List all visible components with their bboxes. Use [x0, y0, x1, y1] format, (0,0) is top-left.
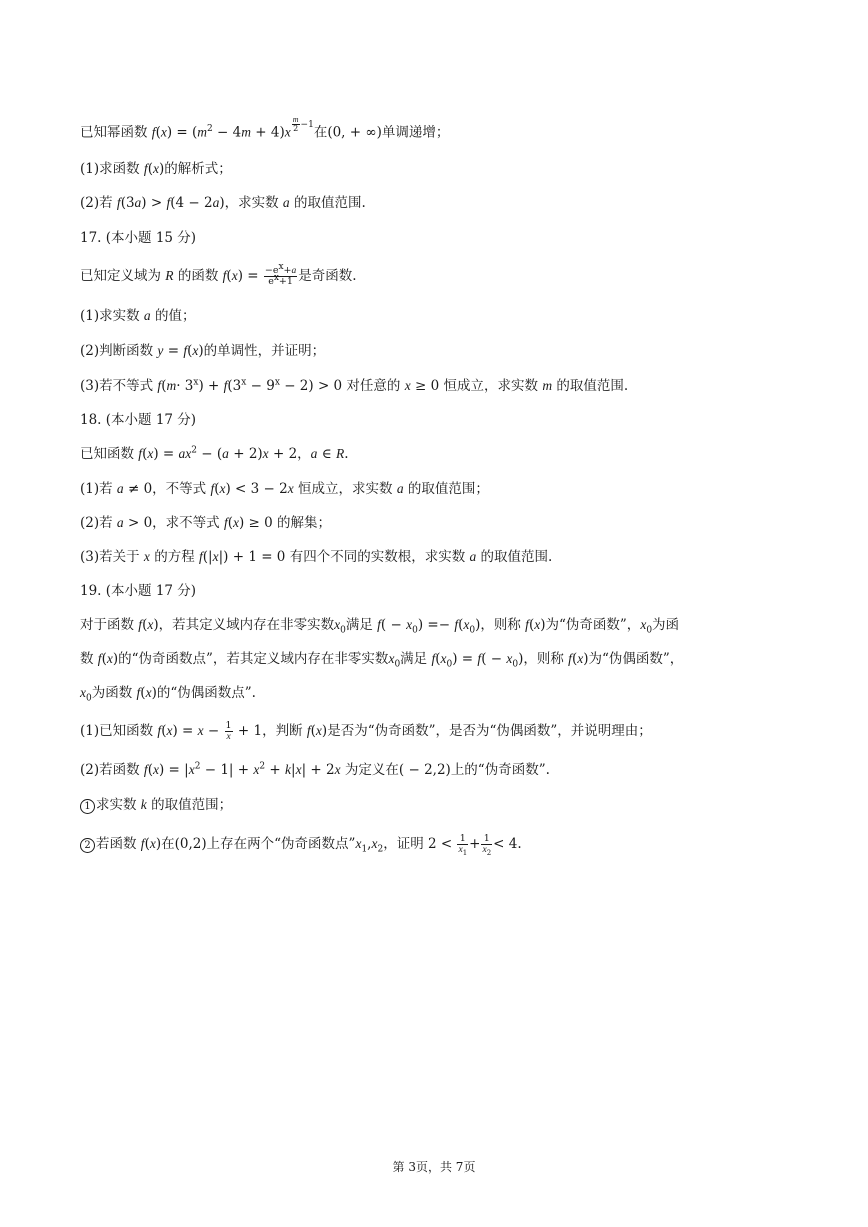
- q19-def-line3: $x_0$为函数 f(x)的“伪偶函数点”.: [80, 685, 256, 704]
- q17-part2: (2)判断函数 y = f(x)的单调性，并证明；: [80, 343, 326, 359]
- q18-part2: (2)若 a > 0，求不等式 f(x) ≥ 0 的解集；: [80, 515, 332, 531]
- q19-part1: (1)已知函数 f(x) = x − $\frac{1}{x}$ + 1，判断 f(x)是否为“伪奇函数”，是否为“伪偶函数”，并说明理由；: [80, 720, 652, 742]
- q17-header: 17. (本小题 15 分): [80, 230, 197, 246]
- q16-part2: (2)若 f(3a) > f(4 − 2a)，求实数 a 的取值范围.: [80, 195, 366, 211]
- q18-part3: (3)若关于 x 的方程 f(|x|) + 1 = 0 有四个不同的实数根，求实数 a 的取值范围.: [80, 549, 553, 565]
- page-footer: 第 3页，共 7页: [392, 1160, 476, 1174]
- circled-number-2: 2: [80, 838, 95, 853]
- q17-part3: (3)若不等式 $f(m\cdot 3^x) + f(3^x - 9^x - 2) > 0$ 对任意的 x ≥ 0 恒成立，求实数 m 的取值范围.: [80, 377, 629, 394]
- q17-part1: (1)求实数 a 的值；: [80, 308, 196, 324]
- q19-part2: (2)若函数 $f(x) = |x^2 - 1| + x^2 + k|x| + 2x$ 为定义在( − 2,2)上的“伪奇函数”.: [80, 761, 550, 778]
- q19-sub2: 2 若函数 f(x)在(0,2)上存在两个“伪奇函数点$”x_1,x_2$，证明 2 < $\frac{1}{x_1}$ + $\frac{1}{x_2}$ < 4.: [80, 834, 522, 855]
- q16-part1: (1)求函数 f(x)的解析式；: [80, 161, 232, 177]
- q18-part1: (1)若 a ≠ 0，不等式 f(x) < 3 − 2x 恒成立，求实数 a 的取值范围；: [80, 481, 489, 497]
- q17-intro: 已知定义域为 R 的函数 f(x) = $\frac{-e^x+a}{e^x+1}$ 是奇函数.: [80, 261, 357, 287]
- q19-def-line2: 数 f(x)的“伪奇函数点”，若其定义域内存在非零实数$x_0$满足 $f(x_0) = f( - x_0)$，则称 f(x)为“伪偶函数”，: [80, 651, 684, 670]
- q18-header: 18. (本小题 17 分): [80, 412, 197, 428]
- q18-intro: 已知函数 $f(x) = ax^2 - (a + 2)x + 2$，a ∈ R.: [80, 445, 349, 462]
- circled-number-1: 1: [80, 799, 95, 814]
- q19-header: 19. (本小题 17 分): [80, 583, 197, 599]
- q16-intro: 已知幂函数 $f(x) = (m^2 - 4m + 4)x$ $^{\frac{m}{2} -1}$在(0, + ∞)单调递增；: [80, 115, 450, 141]
- q19-def-line1: 对于函数 f(x)，若其定义域内存在非零实数$x_0$满足 $f( - x_0) =- f(x_0)$，则称 f(x)为“伪奇函数”，$x_0$为函: [80, 617, 680, 636]
- q19-sub1: 1 求实数 k 的取值范围；: [80, 795, 232, 815]
